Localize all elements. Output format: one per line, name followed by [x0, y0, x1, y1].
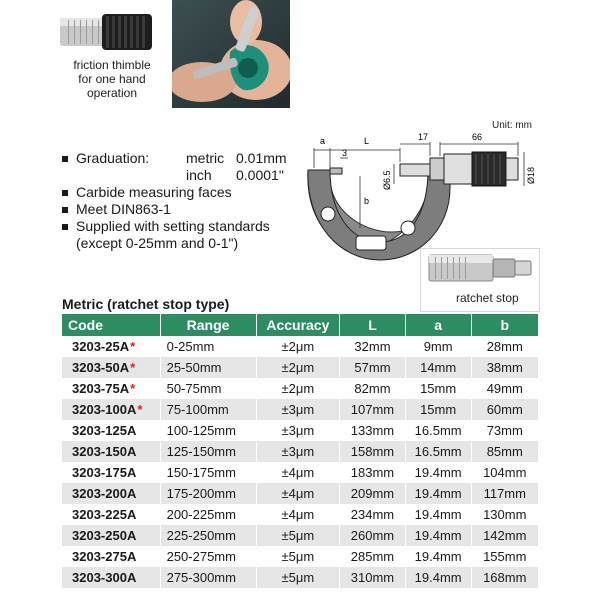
cell-code	[62, 525, 160, 546]
cell-code	[62, 462, 160, 483]
cell-code	[62, 378, 160, 399]
inch-label: inch	[186, 167, 212, 183]
dim-66-label: 66	[472, 132, 483, 142]
cell-code	[62, 399, 160, 420]
bullet-icon	[62, 224, 68, 230]
friction-thimble-photo	[58, 0, 158, 60]
code-text: 3203-125A	[72, 423, 137, 438]
code-text: 3203-225A	[72, 507, 137, 522]
cell-L: 82mm	[340, 378, 406, 399]
table-title: Metric (ratchet stop type)	[62, 296, 230, 312]
code-text: 3203-175A	[72, 465, 137, 480]
cell-a: 19.4mm	[405, 504, 471, 525]
table-row	[62, 336, 539, 357]
table-row	[62, 462, 539, 483]
code-text: 3203-100A	[72, 402, 137, 417]
cell-a: 19.4mm	[405, 525, 471, 546]
cell-accuracy: ±3μm	[256, 441, 340, 462]
table-row	[62, 420, 539, 441]
feature-din	[62, 201, 307, 218]
code-text: 3203-50A	[72, 360, 130, 375]
cell-a: 14mm	[405, 357, 471, 378]
dim-L-label: L	[364, 136, 370, 146]
caption-line: for one hand	[78, 72, 146, 86]
cell-code	[62, 567, 160, 588]
dim-a-label: a	[320, 136, 326, 146]
dim-3-label: 3	[342, 148, 348, 158]
cell-code	[62, 357, 160, 378]
header-L: L	[340, 314, 406, 336]
dim-d18-label: Ø18	[526, 166, 536, 184]
cell-range: 200-225mm	[160, 504, 256, 525]
dim-17-label: 17	[418, 132, 429, 142]
cell-L: 107mm	[340, 399, 406, 420]
table-row	[62, 399, 539, 420]
bullet-icon	[62, 156, 68, 162]
code-text: 3203-300A	[72, 570, 137, 585]
cell-L: 209mm	[340, 483, 406, 504]
asterisk-marker: *	[130, 339, 136, 354]
code-text: 3203-75A	[72, 381, 130, 396]
cell-code	[62, 504, 160, 525]
code-text: 3203-275A	[72, 549, 137, 564]
code-text: 3203-150A	[72, 444, 137, 459]
cell-L: 133mm	[340, 420, 406, 441]
feature-text: (except 0-25mm and 0-1")	[76, 235, 239, 251]
table-body	[62, 336, 539, 588]
cell-range: 25-50mm	[160, 357, 256, 378]
caption-line: friction thimble	[73, 58, 151, 72]
cell-accuracy: ±2μm	[256, 336, 340, 357]
cell-b: 73mm	[471, 420, 538, 441]
friction-thimble-caption	[62, 58, 162, 100]
cell-a: 19.4mm	[405, 462, 471, 483]
feature-text: Supplied with setting standards	[76, 218, 270, 234]
cell-a: 19.4mm	[405, 567, 471, 588]
header-code: Code	[62, 314, 160, 336]
feature-standards	[62, 218, 307, 252]
cell-accuracy: ±4μm	[256, 462, 340, 483]
bullet-icon	[62, 190, 68, 196]
cell-L: 234mm	[340, 504, 406, 525]
metric-value: 0.01mm	[236, 150, 287, 166]
dim-d65-label: Ø6.5	[382, 170, 392, 190]
cell-b: 117mm	[471, 483, 538, 504]
table-row	[62, 567, 539, 588]
cell-a: 16.5mm	[405, 420, 471, 441]
cell-a: 15mm	[405, 378, 471, 399]
cell-L: 285mm	[340, 546, 406, 567]
cell-accuracy: ±5μm	[256, 525, 340, 546]
code-text: 3203-250A	[72, 528, 137, 543]
hand-operation-photo	[172, 0, 290, 108]
feature-carbide	[62, 184, 307, 201]
table-row	[62, 441, 539, 462]
cell-b: 155mm	[471, 546, 538, 567]
cell-range: 0-25mm	[160, 336, 256, 357]
cell-code	[62, 441, 160, 462]
table-row	[62, 378, 539, 399]
bullet-icon	[62, 207, 68, 213]
inch-value: 0.0001"	[236, 167, 284, 183]
cell-L: 310mm	[340, 567, 406, 588]
cell-b: 28mm	[471, 336, 538, 357]
graduation-label: Graduation:	[76, 150, 150, 166]
cell-accuracy: ±2μm	[256, 378, 340, 399]
table-row	[62, 546, 539, 567]
table-header-row	[62, 314, 539, 336]
header-accuracy: Accuracy	[256, 314, 340, 336]
cell-accuracy: ±4μm	[256, 483, 340, 504]
feature-text: Meet DIN863-1	[76, 201, 171, 217]
metric-label: metric	[186, 150, 225, 166]
table-row	[62, 357, 539, 378]
cell-b: 142mm	[471, 525, 538, 546]
header-b: b	[471, 314, 538, 336]
table-row	[62, 483, 539, 504]
cell-range: 75-100mm	[160, 399, 256, 420]
features-list	[62, 150, 307, 252]
code-text: 3203-200A	[72, 486, 137, 501]
spec-table	[62, 314, 539, 588]
cell-b: 168mm	[471, 567, 538, 588]
feature-graduation	[62, 150, 307, 184]
cell-range: 175-200mm	[160, 483, 256, 504]
unit-label: Unit: mm	[492, 120, 532, 131]
cell-a: 19.4mm	[405, 546, 471, 567]
code-text: 3203-25A	[72, 339, 130, 354]
cell-range: 100-125mm	[160, 420, 256, 441]
cell-range: 225-250mm	[160, 525, 256, 546]
cell-a: 15mm	[405, 399, 471, 420]
cell-b: 49mm	[471, 378, 538, 399]
dim-b-label: b	[364, 196, 370, 206]
cell-accuracy: ±4μm	[256, 504, 340, 525]
cell-L: 260mm	[340, 525, 406, 546]
table-row	[62, 504, 539, 525]
cell-range: 275-300mm	[160, 567, 256, 588]
ratchet-stop-caption: ratchet stop	[456, 291, 519, 305]
asterisk-marker: *	[130, 360, 136, 375]
cell-accuracy: ±3μm	[256, 420, 340, 441]
cell-a: 16.5mm	[405, 441, 471, 462]
cell-code	[62, 420, 160, 441]
caption-line: operation	[86, 86, 138, 100]
header-range: Range	[160, 314, 256, 336]
cell-accuracy: ±2μm	[256, 357, 340, 378]
cell-range: 250-275mm	[160, 546, 256, 567]
table-row	[62, 525, 539, 546]
cell-range: 150-175mm	[160, 462, 256, 483]
cell-b: 104mm	[471, 462, 538, 483]
cell-accuracy: ±5μm	[256, 567, 340, 588]
cell-code	[62, 336, 160, 357]
cell-L: 57mm	[340, 357, 406, 378]
cell-range: 50-75mm	[160, 378, 256, 399]
cell-code	[62, 483, 160, 504]
asterisk-marker: *	[137, 402, 143, 417]
asterisk-marker: *	[130, 381, 136, 396]
cell-b: 85mm	[471, 441, 538, 462]
cell-b: 130mm	[471, 504, 538, 525]
cell-L: 158mm	[340, 441, 406, 462]
cell-accuracy: ±3μm	[256, 399, 340, 420]
cell-a: 9mm	[405, 336, 471, 357]
cell-accuracy: ±5μm	[256, 546, 340, 567]
cell-b: 60mm	[471, 399, 538, 420]
cell-L: 183mm	[340, 462, 406, 483]
header-a: a	[405, 314, 471, 336]
cell-b: 38mm	[471, 357, 538, 378]
cell-L: 32mm	[340, 336, 406, 357]
cell-range: 125-150mm	[160, 441, 256, 462]
cell-a: 19.4mm	[405, 483, 471, 504]
feature-text: Carbide measuring faces	[76, 184, 232, 200]
cell-code	[62, 546, 160, 567]
